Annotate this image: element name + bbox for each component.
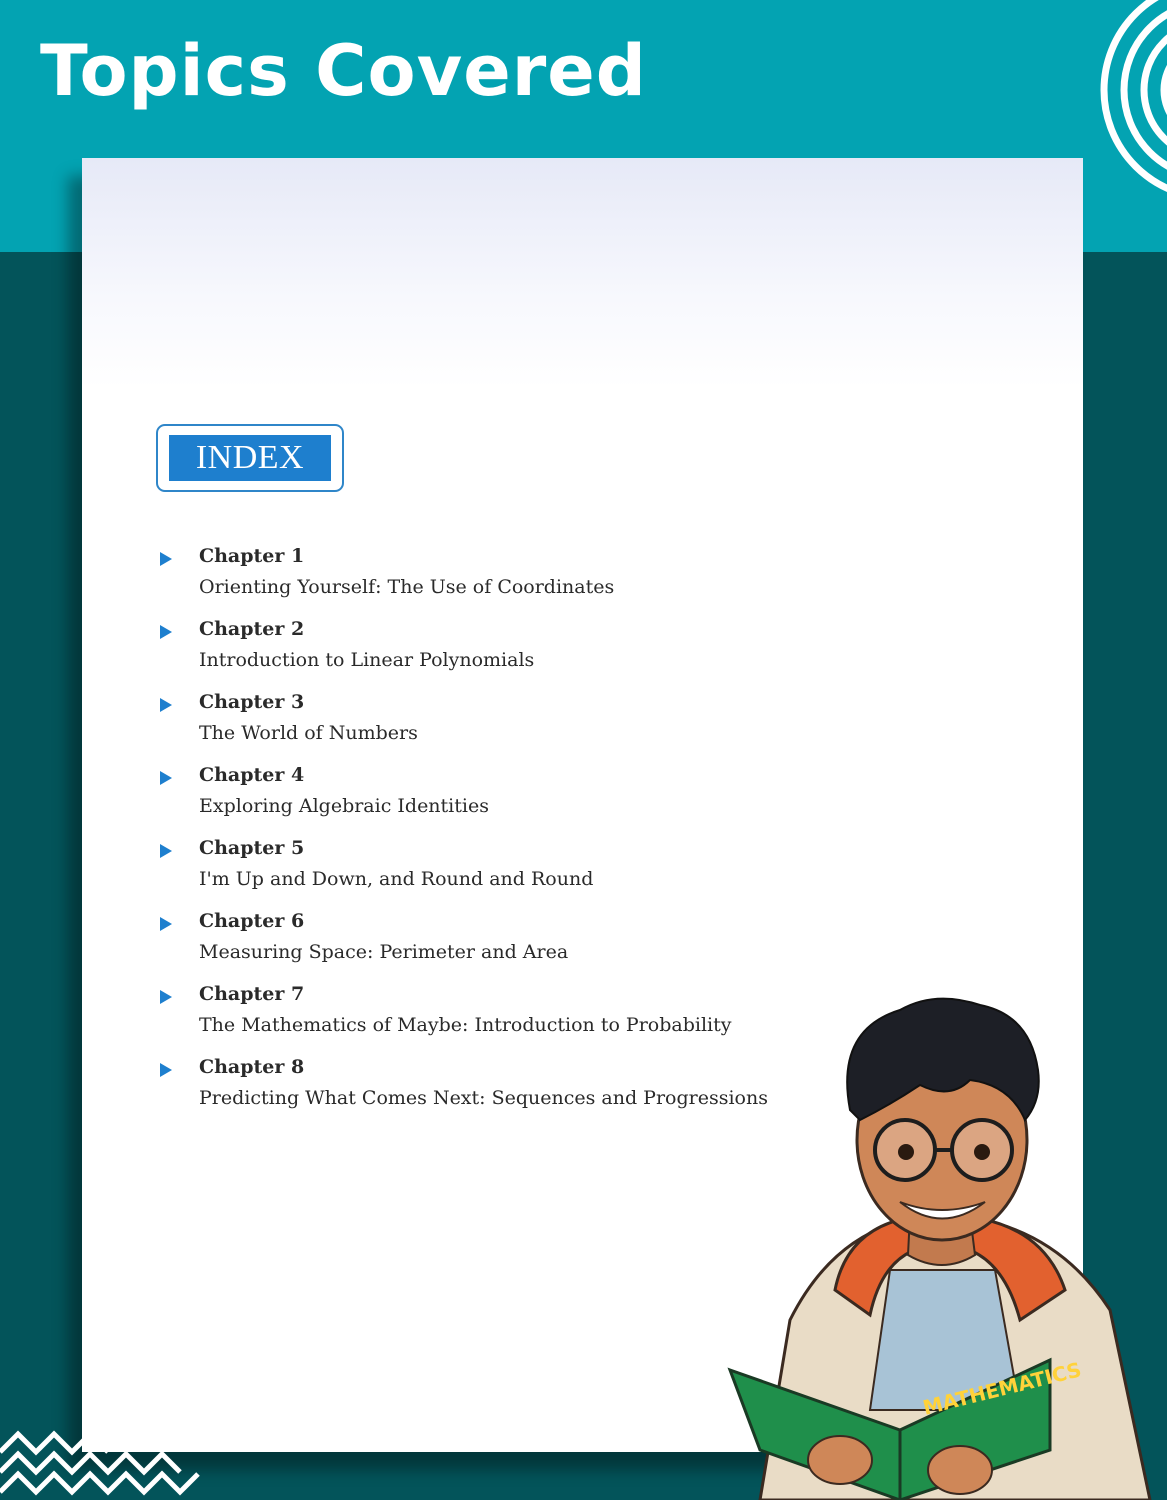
chapter-number: Chapter 5 [199, 837, 305, 859]
page-title: Topics Covered [40, 30, 647, 112]
chapter-title: The World of Numbers [199, 722, 418, 744]
chapter-title: Predicting What Comes Next: Sequences and Progressions [199, 1087, 768, 1109]
chapter-title: Measuring Space: Perimeter and Area [199, 941, 569, 963]
chapter-number: Chapter 4 [199, 764, 305, 786]
chapter-title: Exploring Algebraic Identities [199, 795, 489, 817]
arrow-bullet-icon [160, 698, 172, 712]
chapter-number: Chapter 2 [199, 618, 305, 640]
chapter-number: Chapter 6 [199, 910, 305, 932]
chapter-number: Chapter 7 [199, 983, 305, 1005]
chapter-title: Orienting Yourself: The Use of Coordinates [199, 576, 615, 598]
arrow-bullet-icon [160, 990, 172, 1004]
chapter-title: I'm Up and Down, and Round and Round [199, 868, 594, 890]
arrow-bullet-icon [160, 917, 172, 931]
chapter-title: The Mathematics of Maybe: Introduction to Probability [199, 1014, 732, 1036]
arrow-bullet-icon [160, 552, 172, 566]
arrow-bullet-icon [160, 625, 172, 639]
index-badge [156, 424, 344, 492]
arrow-bullet-icon [160, 844, 172, 858]
book-cover-text: MATHEMATICS [920, 1357, 1084, 1420]
chapter-title: Introduction to Linear Polynomials [199, 649, 535, 671]
chapter-number: Chapter 8 [199, 1056, 305, 1078]
chapter-number: Chapter 3 [199, 691, 305, 713]
zigzag-decoration [0, 1422, 200, 1500]
index-label: INDEX [169, 435, 331, 481]
student-illustration [720, 990, 1167, 1500]
arrow-bullet-icon [160, 771, 172, 785]
arrow-bullet-icon [160, 1063, 172, 1077]
chapter-number: Chapter 1 [199, 545, 305, 567]
